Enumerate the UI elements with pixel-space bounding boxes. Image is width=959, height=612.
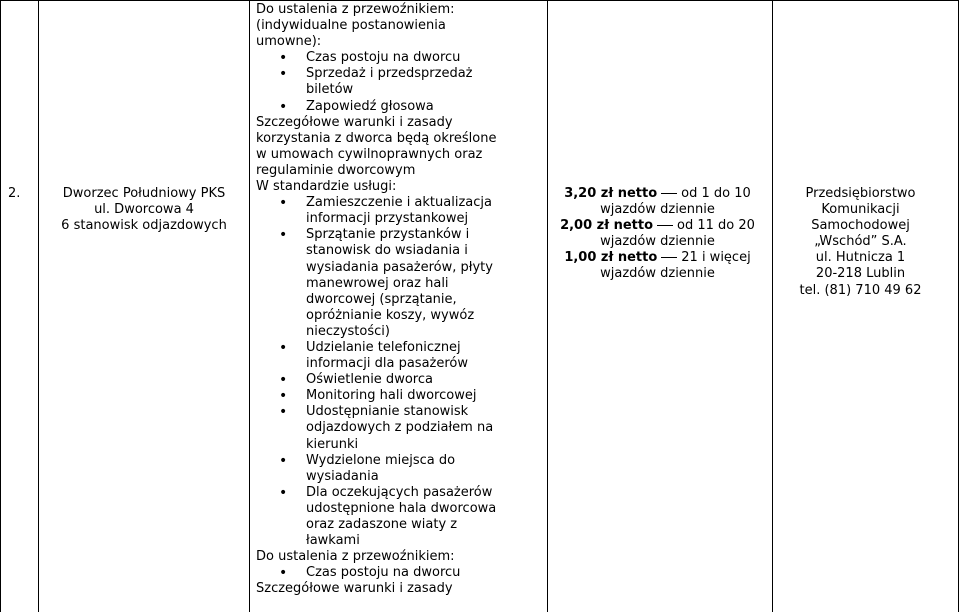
company-cell — [778, 186, 943, 299]
prices-cell — [550, 186, 765, 283]
list-item — [256, 50, 551, 66]
list-item — [256, 227, 551, 340]
company-line: Komunikacji — [821, 202, 900, 218]
services-note: Szczegółowe warunki i zasady — [256, 114, 453, 130]
list-item — [256, 388, 551, 404]
list-item-text: biletów — [306, 82, 354, 98]
dash — [661, 193, 677, 194]
list-item-text: • Sprzątanie przystanków i — [306, 227, 470, 243]
list-item-text: stanowisk do wsiadania i — [306, 243, 468, 259]
price-tier — [550, 186, 765, 218]
company-line: 20-218 Lublin — [815, 266, 906, 282]
station-bays: 6 stanowisk odjazdowych — [61, 218, 227, 234]
list-item-text: opróżnianie koszy, wywóz — [306, 307, 475, 323]
table-column-divider — [249, 0, 250, 612]
station-cell — [49, 186, 239, 234]
price-unit: wjazdów dziennie — [600, 234, 715, 250]
top-services-list — [256, 50, 551, 114]
company-line: ul. Hutnicza 1 — [815, 250, 906, 266]
services-note: korzystania z dworca będą określone — [256, 130, 497, 146]
list-item-text: • Zamieszczenie i aktualizacja — [306, 195, 492, 211]
company-line: Samochodowej — [811, 218, 910, 234]
services-note: w umowach cywilnoprawnych oraz — [256, 146, 483, 162]
list-item-text: • Oświetlenie dworca — [306, 372, 433, 388]
list-item-text: nieczystości) — [306, 323, 390, 339]
list-item-text: ławkami — [306, 533, 360, 549]
list-item — [256, 99, 551, 115]
price-unit: wjazdów dziennie — [600, 202, 715, 218]
price-range: od 11 do 20 — [677, 218, 755, 234]
list-item-text: • Wydzielone miejsca do — [306, 452, 456, 468]
list-item-text: • Zapowiedź głosowa — [306, 98, 434, 114]
services-sub-top: umowne): — [256, 34, 322, 50]
list-item-text: • Czas postoju na dworcu — [306, 565, 461, 581]
list-item-text: • Dla oczekujących pasażerów — [306, 484, 493, 500]
list-item-text: odjazdowych z podziałem na — [306, 420, 494, 436]
standard-services-list — [256, 195, 551, 549]
services-heading-bottom: Do ustalenia z przewoźnikiem: — [256, 549, 455, 565]
list-item-text: oraz zadaszone wiaty z — [306, 517, 458, 532]
bottom-services-list — [256, 565, 551, 581]
table-column-divider — [0, 0, 1, 612]
list-item — [256, 195, 551, 227]
list-item-text: informacji dla pasażerów — [306, 356, 469, 372]
services-note: regulaminie dworcowym — [256, 162, 416, 178]
company-phone: tel. (81) 710 49 62 — [799, 282, 922, 298]
dash — [657, 225, 673, 226]
standard-heading: W standardzie usługi: — [256, 179, 397, 195]
company-line: Przedsiębiorstwo — [805, 186, 916, 201]
list-item — [256, 372, 551, 388]
list-item-text: • Udzielanie telefonicznej — [306, 339, 461, 355]
table-column-divider — [772, 0, 773, 612]
table-top-border — [0, 0, 959, 1]
list-item-text: wysiadania pasażerów, płyty — [306, 259, 493, 275]
row-number: 2. — [8, 186, 21, 201]
list-item-text: dworcowej (sprzątanie, — [306, 291, 457, 307]
list-item-text: • Czas postoju na dworcu — [306, 50, 461, 66]
list-item-text: • Udostępnianie stanowisk — [306, 404, 469, 420]
station-address: ul. Dworcowa 4 — [94, 202, 194, 218]
list-item — [256, 453, 551, 485]
services-cell — [256, 2, 551, 597]
price-value: 3,20 zł netto — [564, 186, 658, 201]
list-item-text: manewrowej oraz hali — [306, 275, 449, 291]
list-item-text: wysiadania — [306, 468, 379, 484]
price-tier — [550, 218, 765, 250]
services-sub-top: (indywidualne postanowienia — [256, 18, 446, 34]
list-item — [256, 340, 551, 372]
list-item — [256, 485, 551, 549]
price-value: 2,00 zł netto — [560, 218, 654, 234]
list-item — [256, 66, 551, 98]
price-tier — [550, 250, 765, 282]
list-item-text: • Sprzedaż i przedsprzedaż — [306, 66, 473, 82]
list-item-text: kierunki — [306, 436, 359, 452]
list-item — [256, 404, 551, 452]
list-item-text: informacji przystankowej — [306, 211, 469, 227]
price-value: 1,00 zł netto — [564, 250, 658, 266]
list-item-text: udostępnione hala dworcowa — [306, 500, 497, 516]
dash — [661, 257, 677, 258]
services-heading-top: Do ustalenia z przewoźnikiem: — [256, 2, 455, 17]
list-item — [256, 565, 551, 581]
price-range: od 1 do 10 — [681, 186, 751, 201]
price-range: 21 i więcej — [681, 250, 751, 266]
services-note-bottom: Szczegółowe warunki i zasady — [256, 581, 453, 597]
price-unit: wjazdów dziennie — [600, 266, 715, 282]
station-name: Dworzec Południowy PKS — [62, 186, 226, 201]
list-item-text: • Monitoring hali dworcowej — [306, 388, 477, 404]
table-column-divider — [38, 0, 39, 612]
company-line: „Wschód” S.A. — [814, 234, 907, 250]
